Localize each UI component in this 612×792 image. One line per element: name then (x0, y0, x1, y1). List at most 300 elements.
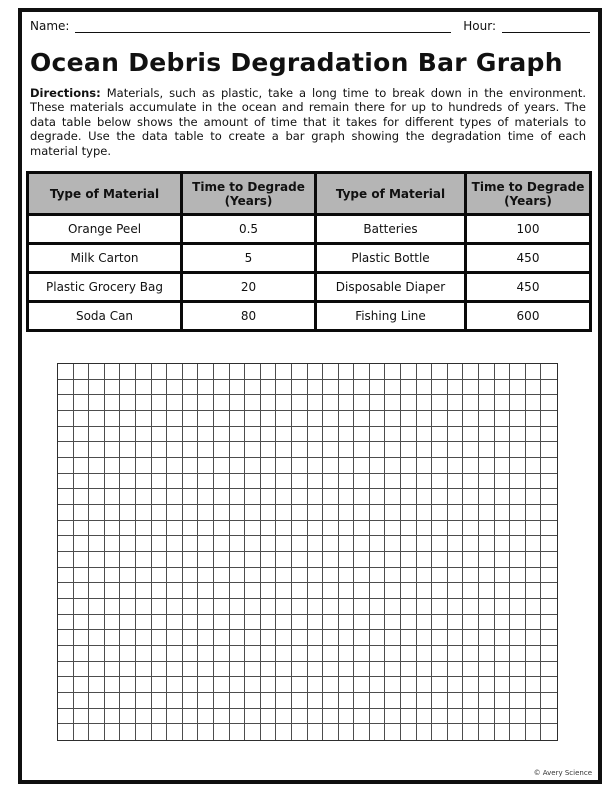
grid-cell (89, 505, 105, 521)
grid-cell (167, 505, 183, 521)
grid-cell (120, 411, 136, 427)
grid-cell (308, 411, 324, 427)
grid-cell (354, 521, 370, 537)
grid-cell (245, 364, 261, 380)
grid-cell (214, 646, 230, 662)
grid-cell (370, 395, 386, 411)
grid-cell (198, 489, 214, 505)
grid-cell (58, 552, 74, 568)
cell-material: Soda Can (28, 302, 182, 331)
grid-cell (230, 458, 246, 474)
grid-cell (136, 442, 152, 458)
grid-cell (105, 677, 121, 693)
grid-cell (354, 677, 370, 693)
grid-cell (58, 693, 74, 709)
grid-cell (167, 489, 183, 505)
grid-cell (510, 615, 526, 631)
grid-cell (432, 427, 448, 443)
grid-cell (152, 364, 168, 380)
grid-cell (448, 677, 464, 693)
grid-cell (261, 677, 277, 693)
grid-cell (214, 693, 230, 709)
grid-cell (510, 568, 526, 584)
grid-cell (230, 364, 246, 380)
cell-material: Disposable Diaper (316, 273, 466, 302)
grid-cell (495, 505, 511, 521)
grid-cell (541, 599, 557, 615)
grid-cell (323, 395, 339, 411)
grid-cell (261, 646, 277, 662)
grid-cell (463, 630, 479, 646)
graph-grid[interactable] (57, 363, 558, 741)
grid-cell (183, 442, 199, 458)
grid-cell (167, 364, 183, 380)
grid-cell (276, 521, 292, 537)
grid-cell (495, 630, 511, 646)
grid-cell (276, 599, 292, 615)
grid-cell (261, 615, 277, 631)
grid-cell (541, 568, 557, 584)
grid-cell (245, 615, 261, 631)
grid-cell (495, 442, 511, 458)
grid-cell (370, 583, 386, 599)
grid-cell (167, 709, 183, 725)
grid-cell (167, 474, 183, 490)
grid-cell (245, 693, 261, 709)
column-header-material-1: Type of Material (28, 173, 182, 215)
grid-cell (308, 536, 324, 552)
grid-cell (89, 458, 105, 474)
grid-cell (479, 599, 495, 615)
grid-cell (136, 505, 152, 521)
grid-cell (245, 568, 261, 584)
grid-cell (276, 630, 292, 646)
grid-cell (276, 583, 292, 599)
grid-cell (152, 615, 168, 631)
grid-cell (401, 615, 417, 631)
grid-cell (105, 474, 121, 490)
grid-cell (89, 615, 105, 631)
page-title: Ocean Debris Degradation Bar Graph (30, 48, 563, 77)
grid-cell (495, 568, 511, 584)
grid-cell (417, 599, 433, 615)
grid-cell (89, 677, 105, 693)
grid-cell (58, 709, 74, 725)
grid-cell (479, 395, 495, 411)
grid-cell (308, 364, 324, 380)
grid-cell (261, 521, 277, 537)
grid-cell (354, 709, 370, 725)
grid-cell (432, 458, 448, 474)
grid-cell (292, 380, 308, 396)
grid-cell (58, 380, 74, 396)
grid-cell (339, 677, 355, 693)
grid-cell (526, 427, 542, 443)
grid-cell (136, 521, 152, 537)
grid-cell (385, 395, 401, 411)
grid-cell (276, 442, 292, 458)
grid-cell (308, 677, 324, 693)
grid-cell (308, 505, 324, 521)
grid-cell (370, 724, 386, 740)
grid-cell (463, 489, 479, 505)
grid-cell (339, 583, 355, 599)
grid-cell (89, 693, 105, 709)
grid-cell (105, 427, 121, 443)
grid-cell (245, 724, 261, 740)
grid-cell (74, 646, 90, 662)
cell-time: 450 (466, 273, 591, 302)
grid-cell (214, 552, 230, 568)
grid-cell (463, 709, 479, 725)
grid-cell (495, 693, 511, 709)
grid-cell (339, 693, 355, 709)
grid-cell (198, 474, 214, 490)
grid-cell (370, 427, 386, 443)
hour-blank-field[interactable] (502, 18, 590, 33)
grid-cell (495, 646, 511, 662)
grid-cell (105, 364, 121, 380)
grid-cell (526, 662, 542, 678)
grid-cell (105, 583, 121, 599)
grid-cell (385, 662, 401, 678)
grid-cell (261, 724, 277, 740)
grid-cell (479, 411, 495, 427)
cell-time: 5 (182, 244, 316, 273)
grid-cell (308, 630, 324, 646)
grid-cell (105, 615, 121, 631)
grid-cell (74, 395, 90, 411)
grid-cell (526, 442, 542, 458)
grid-cell (136, 489, 152, 505)
grid-cell (105, 458, 121, 474)
grid-cell (495, 411, 511, 427)
grid-cell (89, 380, 105, 396)
grid-cell (89, 646, 105, 662)
grid-cell (510, 427, 526, 443)
grid-cell (463, 646, 479, 662)
name-label: Name: (30, 19, 70, 33)
grid-cell (401, 442, 417, 458)
grid-cell (385, 427, 401, 443)
grid-cell (541, 724, 557, 740)
grid-cell (167, 677, 183, 693)
grid-cell (448, 442, 464, 458)
grid-cell (292, 662, 308, 678)
grid-cell (245, 395, 261, 411)
name-blank-field[interactable] (75, 18, 451, 33)
grid-cell (245, 489, 261, 505)
grid-cell (198, 458, 214, 474)
grid-cell (308, 521, 324, 537)
grid-cell (401, 411, 417, 427)
grid-cell (510, 489, 526, 505)
grid-cell (541, 395, 557, 411)
grid-cell (105, 599, 121, 615)
grid-cell (417, 474, 433, 490)
grid-cell (261, 599, 277, 615)
grid-cell (245, 662, 261, 678)
grid-cell (261, 458, 277, 474)
grid-cell (245, 505, 261, 521)
grid-cell (385, 505, 401, 521)
grid-cell (448, 427, 464, 443)
grid-cell (526, 693, 542, 709)
grid-cell (323, 411, 339, 427)
column-header-time-2: Time to Degrade (Years) (466, 173, 591, 215)
grid-cell (183, 662, 199, 678)
grid-cell (89, 709, 105, 725)
grid-cell (370, 380, 386, 396)
grid-cell (230, 521, 246, 537)
grid-cell (495, 599, 511, 615)
grid-cell (448, 552, 464, 568)
grid-cell (385, 677, 401, 693)
grid-cell (105, 395, 121, 411)
grid-cell (510, 364, 526, 380)
grid-cell (370, 442, 386, 458)
grid-cell (198, 380, 214, 396)
grid-cell (526, 505, 542, 521)
grid-cell (417, 662, 433, 678)
grid-cell (261, 583, 277, 599)
grid-cell (245, 709, 261, 725)
grid-cell (385, 458, 401, 474)
grid-cell (120, 583, 136, 599)
grid-cell (183, 489, 199, 505)
grid-cell (105, 521, 121, 537)
grid-cell (183, 677, 199, 693)
grid-cell (136, 568, 152, 584)
grid-cell (510, 474, 526, 490)
grid-cell (58, 646, 74, 662)
grid-cell (276, 724, 292, 740)
grid-cell (339, 646, 355, 662)
grid-cell (385, 709, 401, 725)
grid-cell (526, 552, 542, 568)
grid-cell (214, 364, 230, 380)
grid-cell (136, 724, 152, 740)
grid-cell (105, 646, 121, 662)
grid-cell (479, 474, 495, 490)
directions-label: Directions: (30, 86, 101, 100)
grid-cell (89, 442, 105, 458)
grid-cell (308, 583, 324, 599)
grid-cell (276, 489, 292, 505)
grid-cell (167, 536, 183, 552)
grid-cell (339, 536, 355, 552)
grid-cell (292, 536, 308, 552)
grid-cell (495, 380, 511, 396)
grid-cell (74, 458, 90, 474)
grid-cell (261, 693, 277, 709)
grid-cell (479, 662, 495, 678)
grid-cell (167, 615, 183, 631)
grid-cell (58, 458, 74, 474)
grid-cell (230, 552, 246, 568)
grid-cell (214, 630, 230, 646)
grid-cell (183, 693, 199, 709)
grid-cell (214, 442, 230, 458)
grid-cell (58, 442, 74, 458)
grid-cell (230, 646, 246, 662)
grid-cell (214, 411, 230, 427)
grid-cell (74, 615, 90, 631)
grid-cell (58, 474, 74, 490)
grid-cell (230, 630, 246, 646)
grid-cell (230, 615, 246, 631)
grid-cell (432, 724, 448, 740)
grid-cell (495, 521, 511, 537)
grid-cell (183, 536, 199, 552)
grid-cell (354, 458, 370, 474)
grid-cell (401, 364, 417, 380)
grid-cell (510, 521, 526, 537)
grid-cell (292, 364, 308, 380)
grid-cell (463, 677, 479, 693)
grid-cell (105, 724, 121, 740)
grid-cell (323, 583, 339, 599)
grid-cell (214, 474, 230, 490)
grid-cell (136, 709, 152, 725)
grid-cell (198, 662, 214, 678)
grid-cell (136, 693, 152, 709)
grid-cell (463, 662, 479, 678)
grid-cell (495, 489, 511, 505)
grid-cell (183, 646, 199, 662)
grid-cell (214, 583, 230, 599)
grid-cell (541, 427, 557, 443)
table-header-row (28, 173, 591, 215)
grid-cell (339, 427, 355, 443)
grid-cell (354, 583, 370, 599)
grid-cell (385, 552, 401, 568)
grid-cell (463, 380, 479, 396)
grid-cell (292, 427, 308, 443)
grid-cell (292, 724, 308, 740)
grid-cell (214, 615, 230, 631)
grid-cell (526, 364, 542, 380)
grid-cell (198, 677, 214, 693)
grid-cell (541, 442, 557, 458)
grid-cell (74, 662, 90, 678)
grid-cell (417, 427, 433, 443)
grid-cell (261, 411, 277, 427)
grid-cell (198, 568, 214, 584)
grid-cell (276, 411, 292, 427)
grid-cell (152, 630, 168, 646)
grid-cell (261, 442, 277, 458)
page-border-frame (18, 8, 602, 784)
grid-cell (136, 395, 152, 411)
grid-cell (120, 427, 136, 443)
grid-cell (308, 709, 324, 725)
grid-cell (152, 474, 168, 490)
grid-cell (120, 505, 136, 521)
grid-cell (214, 505, 230, 521)
grid-cell (510, 411, 526, 427)
grid-cell (526, 411, 542, 427)
grid-cell (167, 395, 183, 411)
grid-cell (276, 662, 292, 678)
grid-cell (120, 677, 136, 693)
grid-cell (58, 615, 74, 631)
grid-cell (323, 442, 339, 458)
grid-cell (526, 724, 542, 740)
grid-cell (479, 458, 495, 474)
grid-cell (230, 693, 246, 709)
column-header-material-2: Type of Material (316, 173, 466, 215)
grid-cell (183, 599, 199, 615)
grid-cell (495, 364, 511, 380)
grid-cell (58, 599, 74, 615)
grid-cell (541, 677, 557, 693)
table-row (28, 273, 591, 302)
grid-cell (401, 599, 417, 615)
grid-cell (276, 395, 292, 411)
grid-cell (479, 630, 495, 646)
grid-cell (230, 427, 246, 443)
grid-cell (463, 599, 479, 615)
grid-cell (323, 709, 339, 725)
grid-cell (292, 583, 308, 599)
grid-cell (541, 646, 557, 662)
grid-cell (401, 693, 417, 709)
grid-cell (89, 568, 105, 584)
cell-time: 0.5 (182, 215, 316, 244)
grid-cell (417, 364, 433, 380)
grid-cell (89, 552, 105, 568)
grid-cell (448, 395, 464, 411)
grid-cell (479, 552, 495, 568)
grid-cell (183, 615, 199, 631)
grid-cell (354, 505, 370, 521)
grid-cell (479, 693, 495, 709)
grid-cell (510, 395, 526, 411)
grid-cell (292, 677, 308, 693)
grid-cell (230, 583, 246, 599)
grid-cell (463, 724, 479, 740)
grid-cell (245, 442, 261, 458)
grid-cell (354, 489, 370, 505)
grid-cell (308, 724, 324, 740)
grid-cell (230, 505, 246, 521)
grid-cell (448, 630, 464, 646)
grid-cell (339, 411, 355, 427)
grid-cell (89, 489, 105, 505)
grid-cell (385, 630, 401, 646)
grid-cell (463, 521, 479, 537)
grid-cell (448, 662, 464, 678)
grid-cell (105, 709, 121, 725)
grid-cell (323, 662, 339, 678)
grid-cell (183, 395, 199, 411)
grid-cell (417, 646, 433, 662)
grid-cell (495, 615, 511, 631)
grid-cell (495, 552, 511, 568)
grid-cell (152, 427, 168, 443)
grid-cell (479, 646, 495, 662)
grid-cell (370, 677, 386, 693)
grid-cell (417, 552, 433, 568)
grid-cell (292, 395, 308, 411)
grid-cell (152, 505, 168, 521)
grid-cell (370, 364, 386, 380)
grid-cell (167, 458, 183, 474)
grid-cell (120, 724, 136, 740)
grid-cell (276, 568, 292, 584)
grid-cell (370, 536, 386, 552)
